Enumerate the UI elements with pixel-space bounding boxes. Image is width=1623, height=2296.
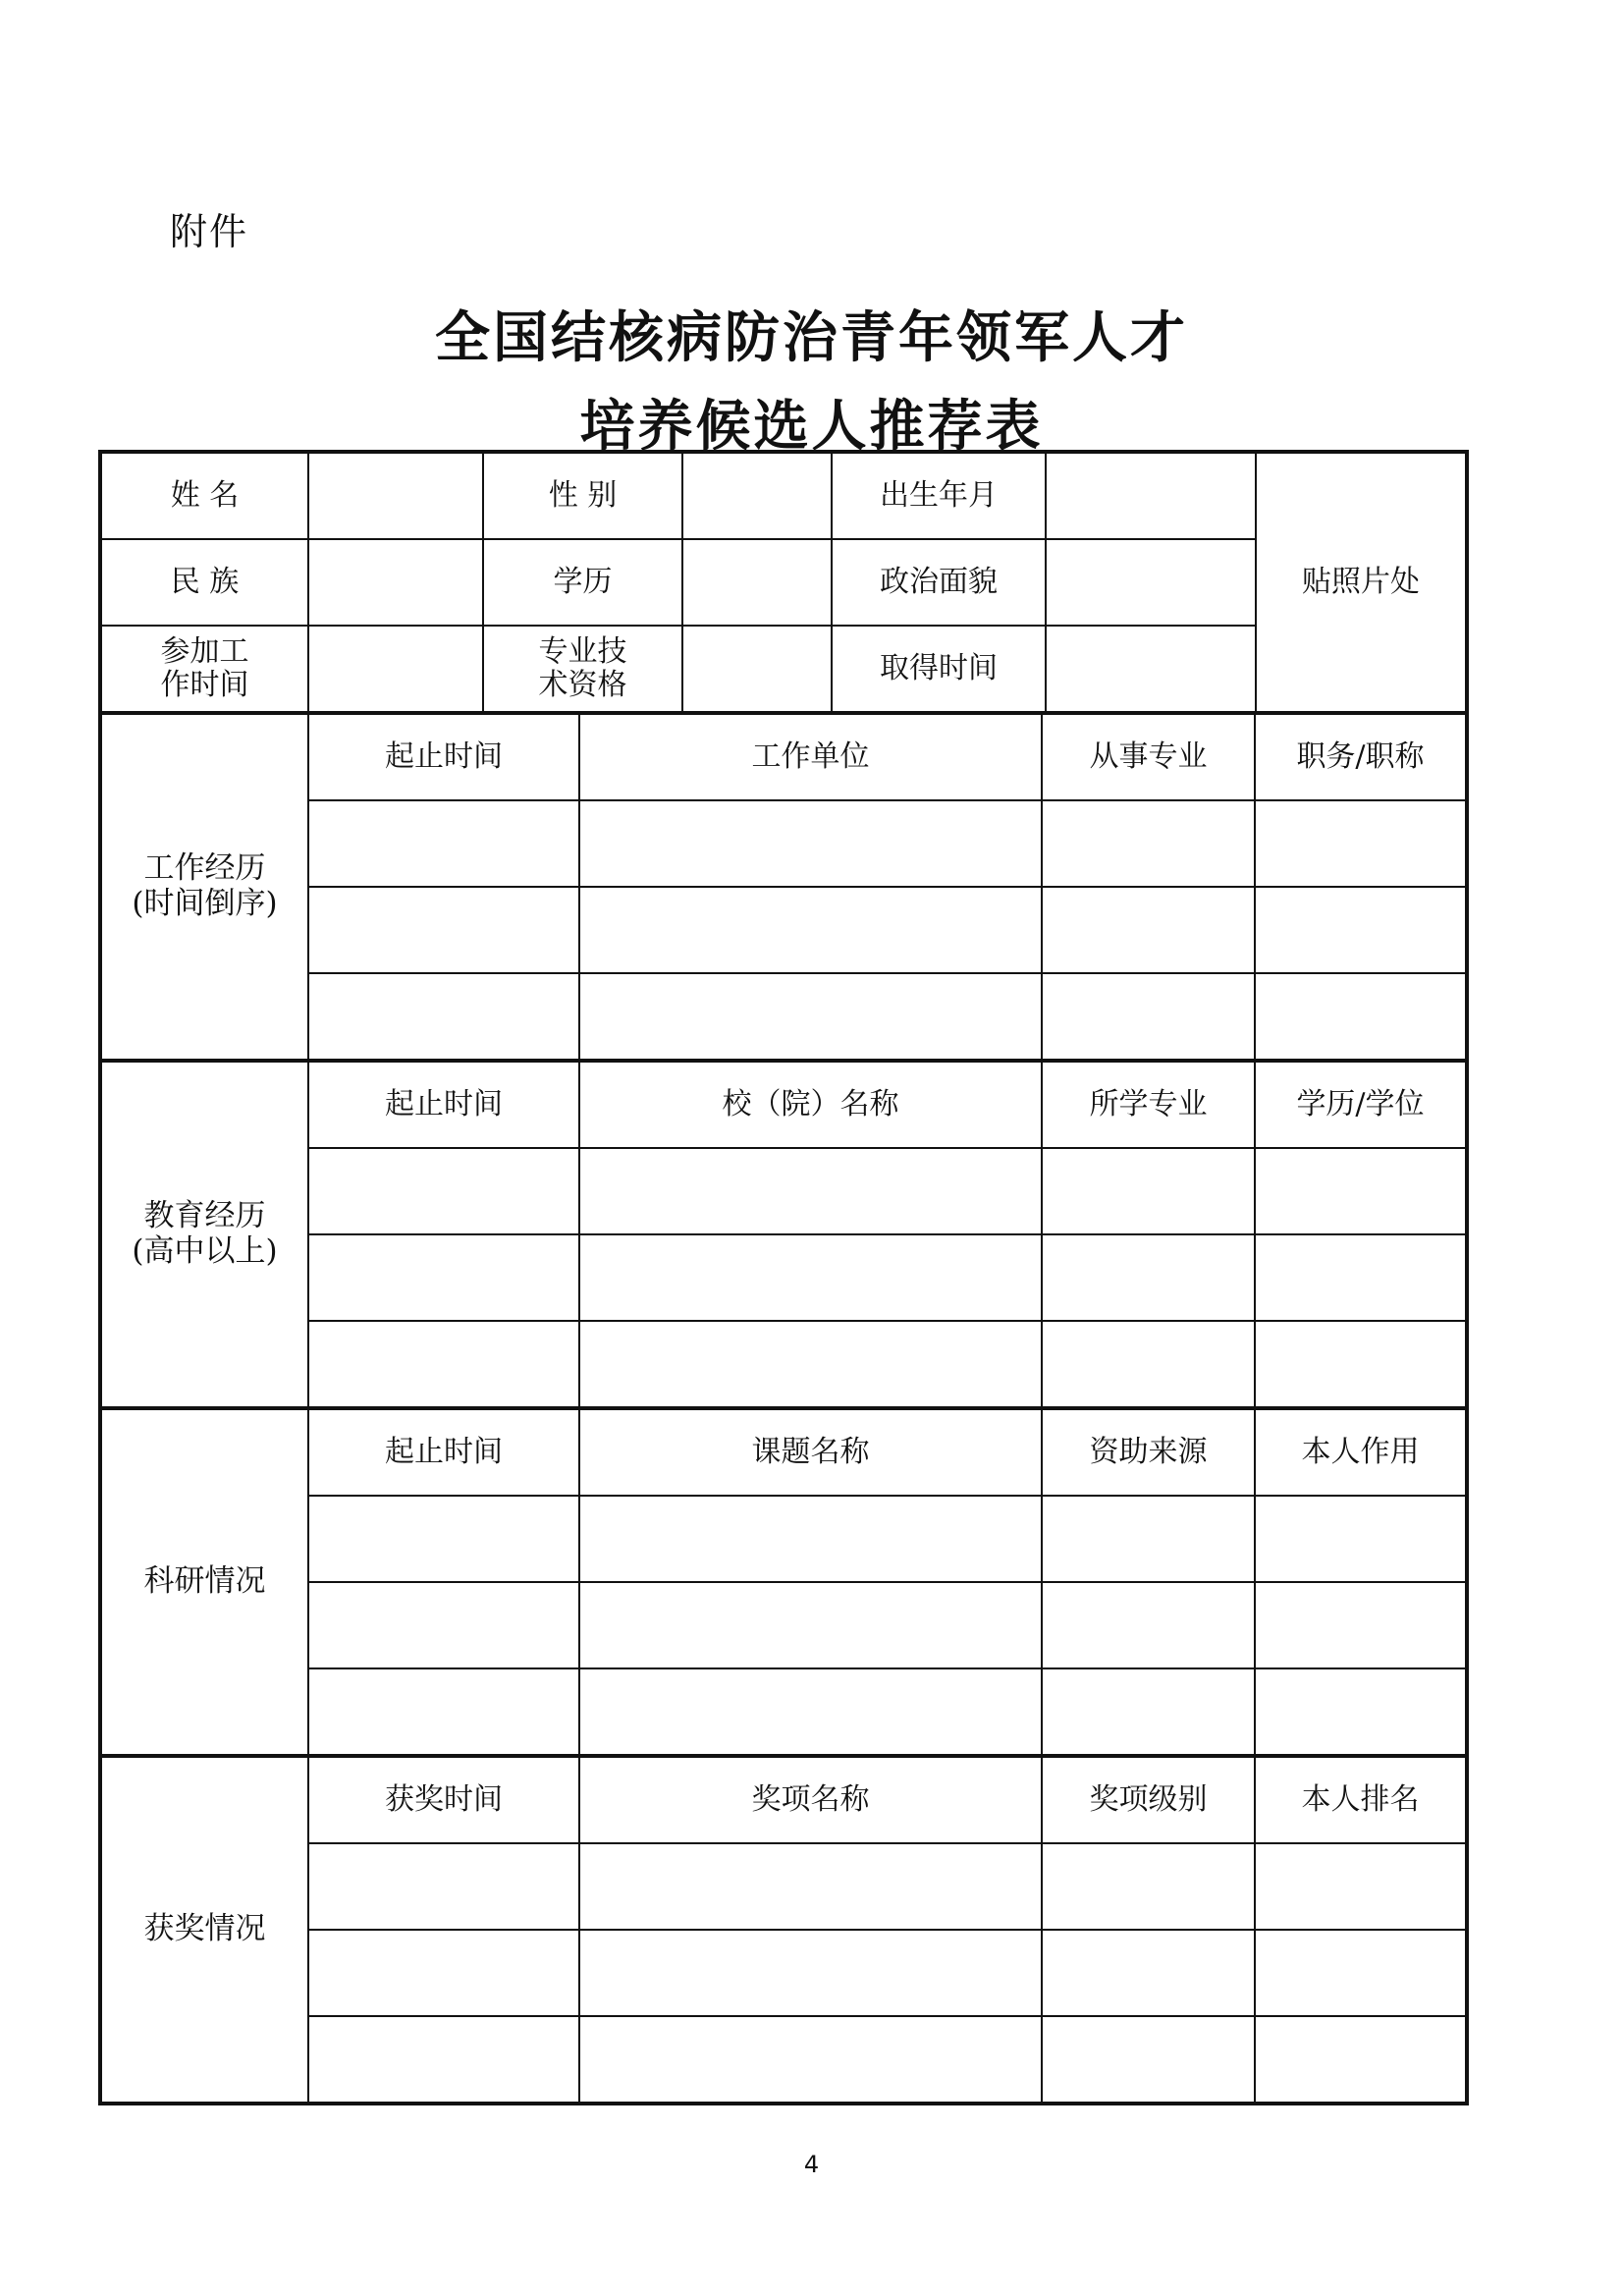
research-role-field[interactable] xyxy=(1255,1496,1466,1582)
research-funding-field[interactable] xyxy=(1042,1668,1255,1755)
award-time-field[interactable] xyxy=(308,2016,579,2103)
research-period-field[interactable] xyxy=(308,1496,579,1582)
edu-period-field[interactable] xyxy=(308,1148,579,1234)
edu-school-field[interactable] xyxy=(579,1148,1042,1234)
work-specialty-field[interactable] xyxy=(1042,973,1255,1060)
research-funding-field[interactable] xyxy=(1042,1582,1255,1668)
award-header-level: 奖项级别 xyxy=(1042,1757,1255,1843)
political-label: 政治面貌 xyxy=(832,539,1046,626)
edu-major-field[interactable] xyxy=(1042,1321,1255,1407)
research-table xyxy=(100,1408,1467,1756)
award-level-field[interactable] xyxy=(1042,2016,1255,2103)
work-history-table xyxy=(100,713,1467,1061)
edu-degree-field[interactable] xyxy=(1255,1234,1466,1321)
edu-header-school: 校（院）名称 xyxy=(579,1062,1042,1148)
research-header-period: 起止时间 xyxy=(308,1409,579,1496)
award-rank-field[interactable] xyxy=(1255,1930,1466,2016)
edu-period-field[interactable] xyxy=(308,1234,579,1321)
edu-major-field[interactable] xyxy=(1042,1148,1255,1234)
edu-header-period: 起止时间 xyxy=(308,1062,579,1148)
work-start-label-text: 参加工作时间 xyxy=(160,633,249,702)
research-header-funding: 资助来源 xyxy=(1042,1409,1255,1496)
research-funding-field[interactable] xyxy=(1042,1496,1255,1582)
education-label: 学历 xyxy=(483,539,682,626)
work-specialty-field[interactable] xyxy=(1042,887,1255,973)
birth-field[interactable] xyxy=(1046,453,1256,539)
research-label: 科研情况 xyxy=(101,1409,308,1755)
obtain-time-field[interactable] xyxy=(1046,626,1256,712)
political-field[interactable] xyxy=(1046,539,1256,626)
award-header-name: 奖项名称 xyxy=(579,1757,1042,1843)
recommendation-form xyxy=(98,450,1469,2105)
edu-header-major: 所学专业 xyxy=(1042,1062,1255,1148)
qualification-label xyxy=(483,626,682,712)
edu-degree-field[interactable] xyxy=(1255,1321,1466,1407)
work-employer-field[interactable] xyxy=(579,887,1042,973)
obtain-time-label: 取得时间 xyxy=(832,626,1046,712)
research-role-field[interactable] xyxy=(1255,1668,1466,1755)
edu-degree-field[interactable] xyxy=(1255,1148,1466,1234)
award-level-field[interactable] xyxy=(1042,1843,1255,1930)
gender-field[interactable] xyxy=(682,453,832,539)
work-position-field[interactable] xyxy=(1255,887,1466,973)
research-period-field[interactable] xyxy=(308,1582,579,1668)
work-position-field[interactable] xyxy=(1255,800,1466,887)
work-position-field[interactable] xyxy=(1255,973,1466,1060)
work-history-label: 工作经历 (时间倒序) xyxy=(101,714,308,1060)
award-name-field[interactable] xyxy=(579,1930,1042,2016)
award-rank-field[interactable] xyxy=(1255,2016,1466,2103)
work-period-field[interactable] xyxy=(308,973,579,1060)
award-time-field[interactable] xyxy=(308,1843,579,1930)
gender-label: 性 别 xyxy=(483,453,682,539)
form-title-line1: 全国结核病防治青年领军人才 xyxy=(435,305,1188,370)
research-header-project: 课题名称 xyxy=(579,1409,1042,1496)
work-period-field[interactable] xyxy=(308,887,579,973)
awards-label: 获奖情况 xyxy=(101,1757,308,2103)
basic-info-table xyxy=(100,452,1467,713)
work-start-label xyxy=(101,626,308,712)
attachment-label: 附件 xyxy=(170,210,249,253)
research-project-field[interactable] xyxy=(579,1582,1042,1668)
ethnicity-field[interactable] xyxy=(308,539,483,626)
research-header-role: 本人作用 xyxy=(1255,1409,1466,1496)
work-employer-field[interactable] xyxy=(579,800,1042,887)
work-header-employer: 工作单位 xyxy=(579,714,1042,800)
research-period-field[interactable] xyxy=(308,1668,579,1755)
education-field[interactable] xyxy=(682,539,832,626)
photo-area[interactable]: 贴照片处 xyxy=(1256,453,1466,712)
work-start-field[interactable] xyxy=(308,626,483,712)
award-header-time: 获奖时间 xyxy=(308,1757,579,1843)
edu-school-field[interactable] xyxy=(579,1321,1042,1407)
work-header-specialty: 从事专业 xyxy=(1042,714,1255,800)
award-name-field[interactable] xyxy=(579,2016,1042,2103)
birth-label: 出生年月 xyxy=(832,453,1046,539)
name-field[interactable] xyxy=(308,453,483,539)
qualification-field[interactable] xyxy=(682,626,832,712)
ethnicity-label: 民 族 xyxy=(101,539,308,626)
work-employer-field[interactable] xyxy=(579,973,1042,1060)
award-name-field[interactable] xyxy=(579,1843,1042,1930)
education-history-table xyxy=(100,1061,1467,1408)
education-history-label: 教育经历 (高中以上) xyxy=(101,1062,308,1407)
research-project-field[interactable] xyxy=(579,1496,1042,1582)
award-header-rank: 本人排名 xyxy=(1255,1757,1466,1843)
awards-table xyxy=(100,1756,1467,2104)
edu-major-field[interactable] xyxy=(1042,1234,1255,1321)
work-header-period: 起止时间 xyxy=(308,714,579,800)
name-label: 姓 名 xyxy=(101,453,308,539)
edu-period-field[interactable] xyxy=(308,1321,579,1407)
edu-school-field[interactable] xyxy=(579,1234,1042,1321)
page-number: 4 xyxy=(803,2151,820,2178)
research-role-field[interactable] xyxy=(1255,1582,1466,1668)
work-header-position: 职务/职称 xyxy=(1255,714,1466,800)
form-title-line2: 培养候选人推荐表 xyxy=(579,394,1044,459)
work-specialty-field[interactable] xyxy=(1042,800,1255,887)
qualification-label-text: 专业技术资格 xyxy=(538,633,627,702)
work-period-field[interactable] xyxy=(308,800,579,887)
research-project-field[interactable] xyxy=(579,1668,1042,1755)
edu-header-degree: 学历/学位 xyxy=(1255,1062,1466,1148)
award-time-field[interactable] xyxy=(308,1930,579,2016)
award-rank-field[interactable] xyxy=(1255,1843,1466,1930)
award-level-field[interactable] xyxy=(1042,1930,1255,2016)
